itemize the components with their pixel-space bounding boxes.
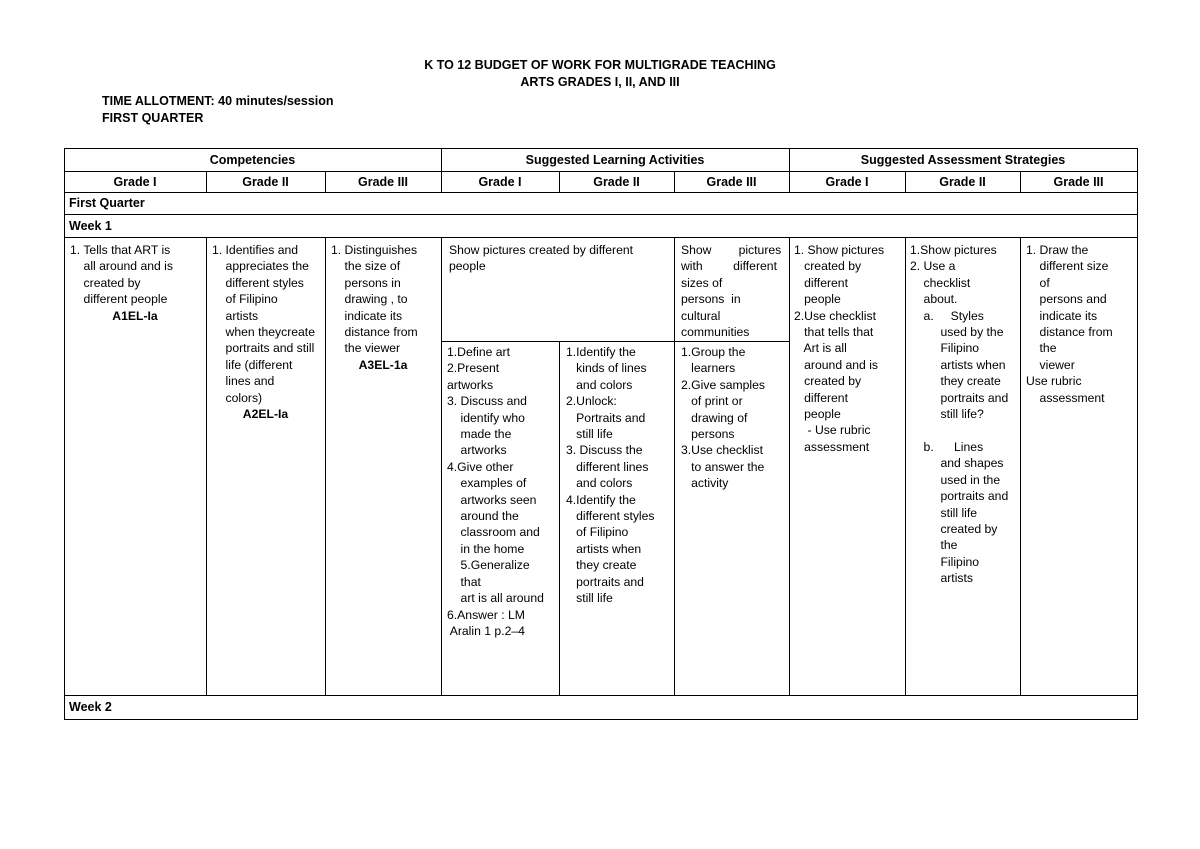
document-title: K TO 12 BUDGET OF WORK FOR MULTIGRADE TEACHING xyxy=(424,58,776,72)
grade-header-comp-2: Grade II xyxy=(242,175,289,189)
assessment-grade-3: 1. Draw the different size of persons and indicate its distance from the viewer Use rubric assessment xyxy=(1026,243,1113,405)
activity-grade-2: 1.Identify the kinds of lines and colors 2.Unlock: Portraits and still life 3. Discuss the different lines and colors 4.Identify the different styles of Filipino artists when they create portraits and still life xyxy=(566,345,655,606)
competency-code-grade-1: A1EL-Ia xyxy=(112,309,158,323)
grade-header-act-1: Grade I xyxy=(478,175,522,189)
activity-grade-3-bottom: 1.Group the learners 2.Give samples of print or drawing of persons 3.Use checklist to answer the activity xyxy=(681,345,765,491)
row-week-2: Week 2 xyxy=(69,700,112,714)
competency-grade-3: 1. Distinguishes the size of persons in drawing , to indicate its distance from the viewer xyxy=(331,243,418,356)
competency-code-grade-3: A3EL-1a xyxy=(358,358,408,372)
time-allotment: TIME ALLOTMENT: 40 minutes/session xyxy=(102,94,334,108)
row-week-1: Week 1 xyxy=(69,219,112,233)
grade-header-comp-1: Grade I xyxy=(113,175,157,189)
assessment-grade-2: 1.Show pictures 2. Use a checklist about. a. Styles used by the Filipino artists when they create portraits and still life? b. Lines and shapes used in the portraits and still life created by the Filipino artists xyxy=(910,243,1009,586)
activity-grade-1: 1.Define art 2.Present artworks 3. Discuss and identify who made the artworks 4.Give other examples of artworks seen around the classroom and in the home 5.Generalize that art is all around 6.Answer : LM Aralin 1 p.2–4 xyxy=(447,345,544,638)
header-competencies: Competencies xyxy=(209,153,296,167)
quarter-label: FIRST QUARTER xyxy=(102,111,204,125)
row-first-quarter: First Quarter xyxy=(69,196,145,210)
header-learning-activities: Suggested Learning Activities xyxy=(525,153,705,167)
grade-header-act-2: Grade II xyxy=(593,175,640,189)
grade-header-comp-3: Grade III xyxy=(357,175,409,189)
activity-shared-grade-1-2: Show pictures created by different people xyxy=(449,243,634,274)
competency-grade-1: 1. Tells that ART is all around and is created by different people xyxy=(70,243,173,307)
grade-header-assess-1: Grade I xyxy=(825,175,869,189)
grade-header-act-3: Grade III xyxy=(706,175,757,189)
document-subtitle: ARTS GRADES I, II, AND III xyxy=(520,75,680,89)
grade-header-assess-2: Grade II xyxy=(939,175,986,189)
header-assessment-strategies: Suggested Assessment Strategies xyxy=(860,153,1066,167)
activity-grade-3-top: Show pictures with different sizes of persons in cultural communities xyxy=(681,243,782,340)
competency-grade-2: 1. Identifies and appreciates the different styles of Filipino artists when theycreate portraits and still life (different lines and colors) xyxy=(212,243,315,405)
assessment-grade-1: 1. Show pictures created by different people 2.Use checklist that tells that Art is all around and is created by different people - Use rubric assessment xyxy=(794,243,885,454)
competency-code-grade-2: A2EL-Ia xyxy=(242,407,289,421)
grade-header-assess-3: Grade III xyxy=(1053,175,1104,189)
